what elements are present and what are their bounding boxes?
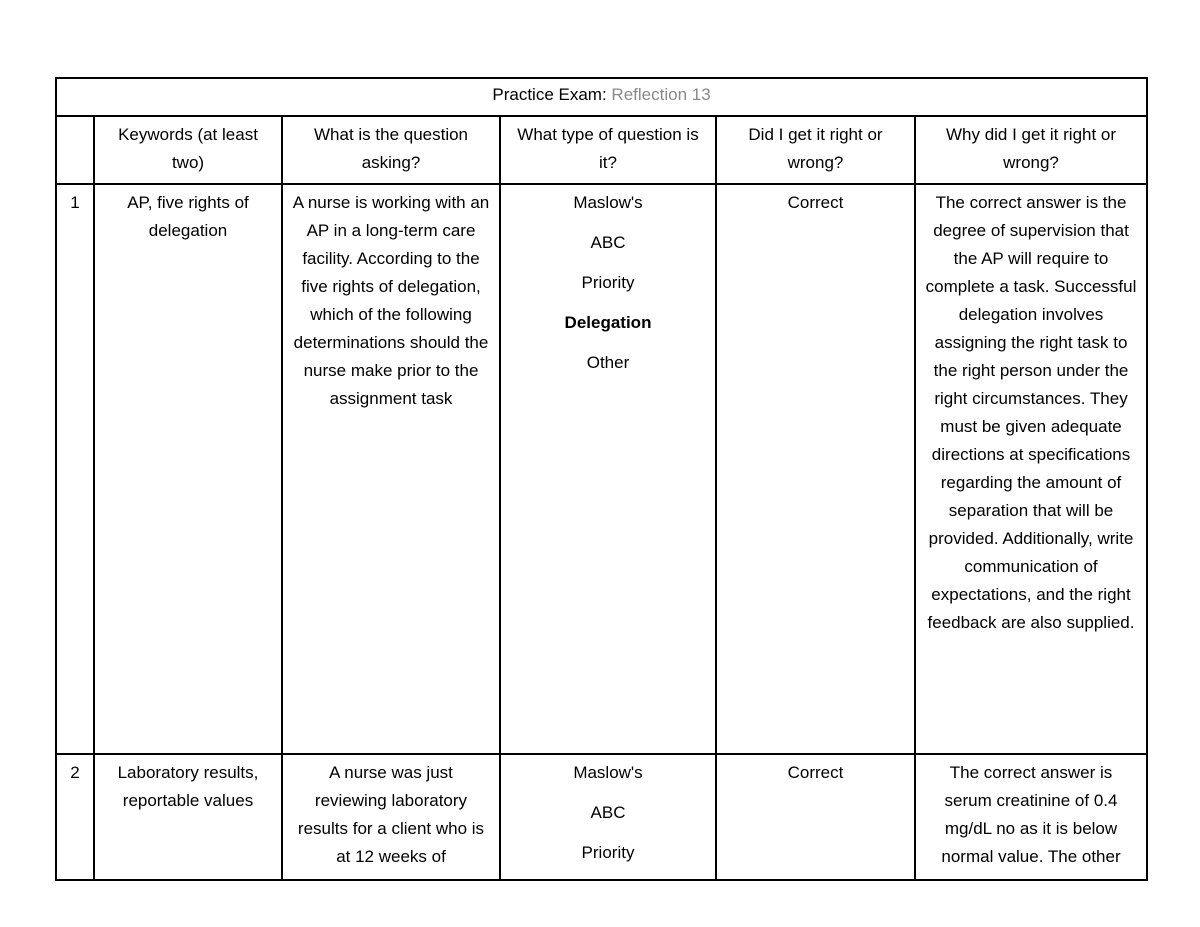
- header-type: What type of question is it?: [500, 116, 716, 184]
- question-cell: A nurse was just reviewing laboratory results for a client who is at 12 weeks of: [282, 754, 500, 880]
- type-list: [509, 189, 707, 377]
- type-cell: [500, 754, 716, 880]
- question-type-option: Other: [586, 353, 630, 372]
- table-row: [56, 754, 1147, 880]
- reflection-table: [55, 77, 1148, 881]
- header-result: Did I get it right or wrong?: [716, 116, 915, 184]
- title-prefix: Practice Exam:: [492, 85, 607, 104]
- table-row: [56, 184, 1147, 754]
- question-type-option: ABC: [590, 803, 626, 822]
- title-row: [56, 78, 1147, 116]
- type-list: [509, 759, 707, 867]
- document-title: [56, 78, 1147, 116]
- header-question: What is the question asking?: [282, 116, 500, 184]
- reason-cell: The correct answer is the degree of supervision that the AP will require to complete a task. Successful delegation involves assigning the right task to the right person under the right circumstances. They must be given adequate directions at specifications regarding the amount of separation that will be provided. Additionally, write communication of expectations, and the right feedback are also supplied.: [915, 184, 1147, 754]
- question-type-option: Priority: [581, 273, 635, 292]
- question-type-option: Priority: [581, 843, 635, 862]
- question-type-option: ABC: [590, 233, 626, 252]
- keywords-cell: AP, five rights of delegation: [94, 184, 282, 754]
- reason-cell: The correct answer is serum creatinine of 0.4 mg/dL no as it is below normal value. The other: [915, 754, 1147, 880]
- title-suffix: Reflection 13: [611, 85, 711, 104]
- header-number: [56, 116, 94, 184]
- row-number: 2: [56, 754, 94, 880]
- question-cell: A nurse is working with an AP in a long-term care facility. According to the five rights of delegation, which of the following determinations should the nurse make prior to the assignment task: [282, 184, 500, 754]
- question-type-option: Delegation: [564, 313, 652, 332]
- question-type-option: Maslow's: [573, 193, 643, 212]
- question-type-option: Maslow's: [573, 763, 643, 782]
- result-cell: Correct: [716, 754, 915, 880]
- header-row: [56, 116, 1147, 184]
- result-cell: Correct: [716, 184, 915, 754]
- keywords-cell: Laboratory results, reportable values: [94, 754, 282, 880]
- header-reason: Why did I get it right or wrong?: [915, 116, 1147, 184]
- type-cell: [500, 184, 716, 754]
- row-number: 1: [56, 184, 94, 754]
- header-keywords: Keywords (at least two): [94, 116, 282, 184]
